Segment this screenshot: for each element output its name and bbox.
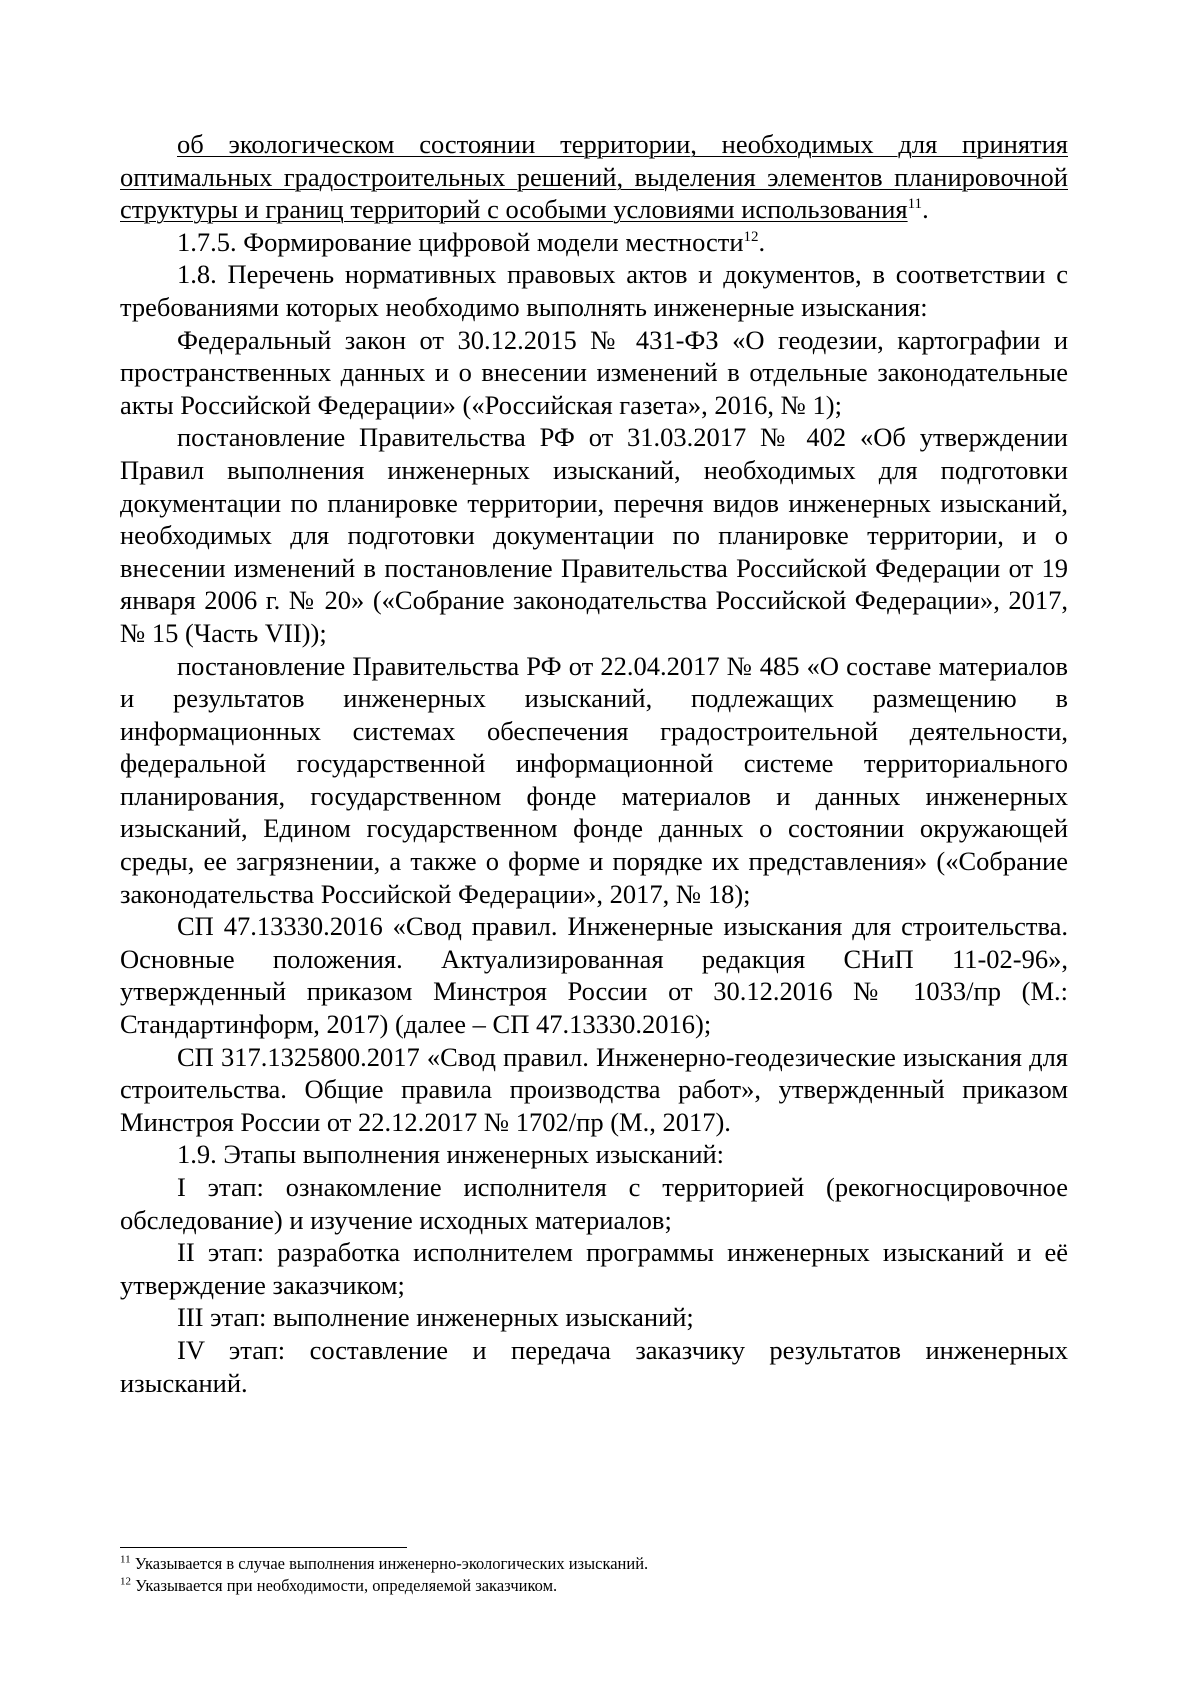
paragraph-stage-1: I этап: ознакомление исполнителя с территорией (рекогносцировочное обследование) и изучение исходных материалов; (120, 1172, 1068, 1235)
paragraph-resolution-402: постановление Правительства РФ от 31.03.2017 № 402 «Об утверждении Правил выполнения инженерных изысканий, необходимых для подготовки документации по планировке территории, перечня видов инженерных изысканий, необходимых для подготовки документации по планировке территории, и о внесении изменений в постановление Правительства Российской Федерации от 19 января 2006 г. № 20» («Собрание законодательства Российской Федерации», 2017, № 15 (Часть VII)); (120, 422, 1068, 648)
paragraph-stage-2: II этап: разработка исполнителем программы инженерных изысканий и её утверждение заказчиком; (120, 1237, 1068, 1300)
underlined-text: об экологическом состоянии территории, необходимых для принятия оптимальных градостроительных решений, выделения элементов планировочной структуры и границ территорий с особыми условиями использования (120, 129, 1068, 225)
paragraph-tail: . (922, 194, 929, 225)
paragraph-sp-317: СП 317.1325800.2017 «Свод правил. Инженерно-геодезические изыскания для строительства. Общие правила производства работ», утвержденный приказом Минстроя России от 22.12.2017 № 1702/пр (М., 2017). (120, 1041, 1068, 1137)
paragraph-tail: . (758, 226, 766, 257)
paragraph-1-9: 1.9. Этапы выполнения инженерных изысканий: (177, 1139, 725, 1170)
paragraph-text: 1.7.5. Формирование цифровой модели местности (177, 226, 744, 257)
paragraph-stage-4: IV этап: составление и передача заказчику результатов инженерных изысканий. (120, 1334, 1068, 1398)
footnote-text: Указывается в случае выполнения инженерно-экологических изысканий. (130, 1554, 649, 1573)
paragraph-1-7-5 (120, 226, 1068, 259)
footnote-ref-12: 12 (743, 228, 759, 245)
document-body (120, 128, 1068, 1399)
paragraph-federal-law: Федеральный закон от 30.12.2015 № 431-ФЗ «О геодезии, картографии и пространственных данных и о внесении изменений в отдельные законодательные акты Российской Федерации» («Российская газета», 2016, № 1); (120, 324, 1068, 420)
paragraph-sp-47: СП 47.13330.2016 «Свод правил. Инженерные изыскания для строительства. Основные положения. Актуализированная редакция СНиП 11-02-96», утвержденный приказом Минстроя России от 30.12.2016 № 1033/пр (М.: Стандартинформ, 2017) (далее – СП 47.13330.2016); (120, 911, 1068, 1040)
footnote-text: Указывается при необходимости, определяемой заказчиком. (131, 1576, 558, 1595)
footnote-number: 12 (120, 1575, 131, 1588)
footnote-11 (120, 1553, 1068, 1575)
footnote-separator (120, 1547, 407, 1548)
paragraph-continuation (120, 128, 1068, 226)
footnotes (120, 1553, 1068, 1597)
document-page (120, 128, 1068, 1399)
paragraph-1-8: 1.8. Перечень нормативных правовых актов и документов, в соответствии с требованиями которых необходимо выполнять инженерные изыскания: (120, 259, 1068, 322)
footnote-ref-11: 11 (907, 196, 923, 213)
footnote-12 (120, 1575, 1068, 1597)
paragraph-resolution-485: постановление Правительства РФ от 22.04.2017 № 485 «О составе материалов и результатов инженерных изысканий, подлежащих размещению в информационных системах обеспечения градостроительной деятельности, федеральной государственной информационной системе территориального планирования, государственном фонде материалов и данных инженерных изысканий, Едином государственном фонде данных о состоянии окружающей среды, ее загрязнении, а также о форме и порядке их представления» («Собрание законодательства Российской Федерации», 2017, № 18); (120, 650, 1068, 909)
paragraph-stage-3: III этап: выполнение инженерных изысканий; (177, 1302, 694, 1333)
footnote-number: 11 (120, 1553, 131, 1566)
